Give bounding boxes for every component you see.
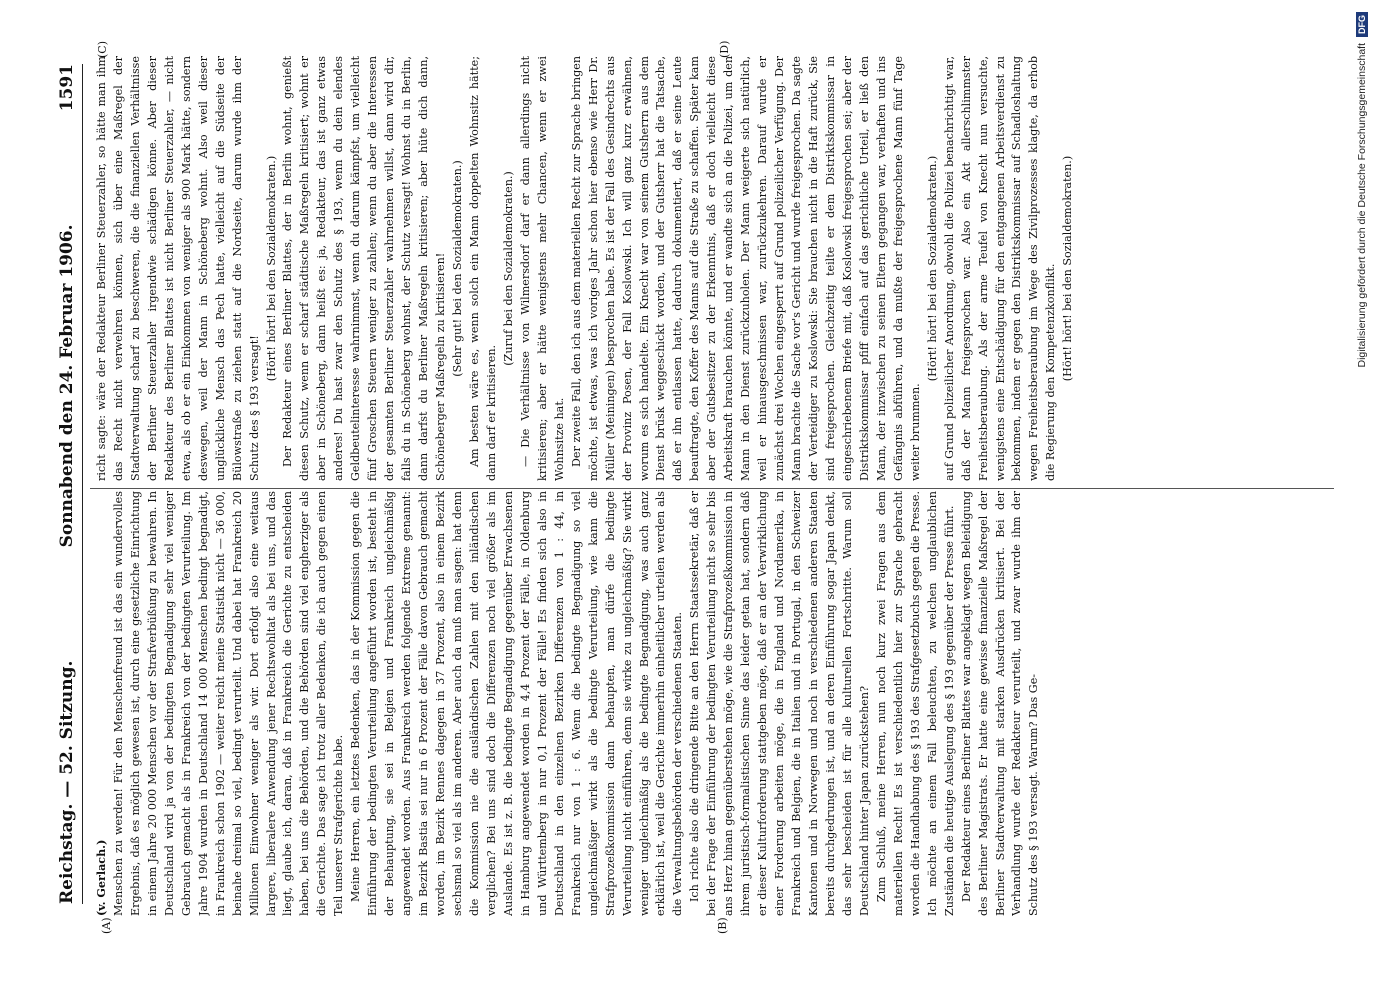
interjection: (Zuruf bei den Sozialdemokraten.)	[501, 171, 515, 366]
left-column	[94, 491, 1334, 916]
paragraph: Menschen zu werden! Für den Menschenfreund ist das ein wundervolles Ergebnis, daß es möglich gewesen ist, durch eine gesetzliche Einrichtung in einem Jahre 20 000 Menschen vor der Strafverbüßung zu bewahren. In Deutschland wird ja von der bedingten Begnadigung sehr viel weniger Gebrauch gemacht als in Frankreich von der bedingten Verurteilung. Im Jahre 1904 wurden in Deutschland 14 000 Menschen bedingt begnadigt, in Frankreich schon 1902 — weiter reicht meine Statistik nicht — 36 000, beinahe dreimal so viel, bedingt verurteilt. Und dabei hat Frankreich 20 Millionen Einwohner weniger als wir. Dort erfolgt also eine weitaus largere, liberalere Anwendung jener Rechtswohltat als bei uns, und das liegt, glaube ich, daran, daß in Frankreich die Gerichte zu entscheiden haben, bei uns die Behörden, und die Behörden sind viel engherziger als die Gerichte. Das sage ich trotz aller Bedenken, die ich auch gegen einen Teil unserer Strafgerichte habe.	[111, 491, 346, 916]
interjection: (Hört! hört! bei den Sozialdemokraten.)	[264, 155, 278, 382]
margin-marker-c: (C)	[96, 41, 109, 58]
paragraph: Der Redakteur eines Berliner Blattes war angeklagt wegen Beleidigung des Berliner Magistrats. Er hatte eine gewisse finanzielle Maßregel der Berliner Stadtverwaltung mit starken Ausdrücken kritisiert. Bei der Verhandlung wurde der Redakteur verurteilt, und zwar wurde ihm der Schutz des § 193 versagt. Warum? Das Ge-	[959, 491, 1041, 916]
column-divider	[90, 488, 1334, 489]
interjection: (Hört! hört! bei den Sozialdemokraten.)	[925, 155, 939, 382]
interjection: (Sehr gut! bei den Sozialdemokraten.)	[451, 160, 465, 377]
digitization-credit	[1350, 12, 1374, 988]
margin-marker-d: (D)	[718, 40, 731, 58]
paragraph: richt sagte: wäre der Redakteur Berliner Steuerzahler, so hätte man ihm das Recht nicht verwehren können, sich über eine Maßregel der Stadtverwaltung scharf zu beschweren, die die finanziellen Verhältnisse der Berliner Steuerzahler irgendwie schädigen könne. Aber dieser Redakteur des Berliner Blattes ist nicht Berliner Steuerzahler, — nicht etwa, als ob er ein Einkommen von weniger als 900 Mark hätte, sondern deswegen, weil der Mann in Schöneberg wohnt. Also weil dieser unglückliche Mensch das Pech hatte, vielleicht auf die Südseite der Bülowstraße zu ziehen statt auf die Nordseite, darum wurde ihm der Schutz des § 193 versagt!	[95, 56, 261, 481]
speaker-label: (v. Gerlach.)	[95, 839, 108, 916]
paragraph: Ich richte also die dringende Bitte an den Herrn Staatssekretär, daß er bei der Frage der Einführung der bedingten Verurteilung nicht so sehr bis ans Herz hinan gegenüberstehen möge, wie die Strafprozeßkommission in ihrem juristisch-formalistischen Sinne das leider getan hat, sondern daß er dieser Kulturforderung stattgeben möge, daß er an der Verwirklichung einer Forderung arbeiten möge, die in England und Nordamerika, in Frankreich und Belgien, die in Italien und in Portugal, in den Schweizer Kantonen und in Norwegen und noch in verschiedenen anderen Staaten bereits durchgedrungen ist, und an deren Einführung sogar Japan denkt, das sehr bescheiden ist für alle kulturellen Fortschritte. Warum soll Deutschland hinter Japan zurückstehen?	[688, 491, 871, 916]
header-date: Sonnabend den 24. Februar 1906.	[57, 224, 77, 548]
page-header	[52, 64, 83, 904]
paragraph: Meine Herren, ein letztes Bedenken, das in der Kommission gegen die Einführung der bedingten Verurteilung angeführt worden ist, besteht in der Behauptung, sie sei in Belgien und Frankreich ungleichmäßig angewendet worden. Aus Frankreich werden folgende Extreme genannt: im Bezirk Bastia sei nur in 6 Prozent der Fälle davon Gebrauch gemacht worden, im Bezirk Rennes dagegen in 37 Prozent, also in einem Bezirk sechsmal so viel als im anderen. Aber auch da muß man sagen: hat denn die Kommission nie die ausländischen Zahlen mit den inländischen verglichen? Bei uns sind doch die Differenzen noch viel größer als im Auslande. Es ist z. B. die bedingte Begnadigung gegenüber Erwachsenen in Hamburg angewendet worden in 4,4 Prozent der Fälle, in Oldenburg und Württemberg in nur 0,1 Prozent der Fälle! Es finden sich also in Deutschland in den einzelnen Bezirken Differenzen von 1 : 44, in Frankreich nur von 1 : 6. Wenn die bedingte Begnadigung so viel ungleichmäßiger wirkt als die bedingte Verurteilung, wie kann die Strafprozeßkommission dann behaupten, man dürfe die bedingte Verurteilung nicht einführen, denn sie wirke zu ungleichmäßig? Sie wirkt weniger ungleichmäßig als die bedingte Begnadigung, was auch ganz erklärlich ist, weil die Gerichte immerhin einheitlicher urteilen werden als die Verwaltungsbehörden der verschiedenen Staaten.	[349, 491, 685, 916]
margin-marker-b: (B)	[716, 917, 729, 934]
paragraph: Der zweite Fall, den ich aus dem materiellen Recht zur Sprache bringen möchte, ist etwas, was ich voriges Jahr schon hier ebenso wie Herr Dr. Müller (Meiningen) besprochen habe. Es ist der Fall des Gesindrechts aus der Provinz Posen, der Fall Koslowski. Ich will ganz kurz erwähnen, worum es sich handelte. Ein Knecht war von seinem Gutsherrn aus dem Dienst brüsk weggeschickt worden, und der Gutsherr hat die Tatsache, daß er ihn entlassen hatte, dadurch dokumentiert, daß er seine Leute beauftragte, den Koffer des Manns auf die Straße zu schaffen. Später kam aber der Gutsbesitzer zu der Erkenntnis, daß er doch vielleicht diese Arbeitskraft brauchen könnte, und er wandte sich an die Polizei, um den Mann in den Dienst zurückzuholen. Der Mann weigerte sich natürlich, weil er hinausgeschmissen war, zurückzukehren. Darauf wurde er zunächst drei Wochen eingesperrt auf Grund polizeilicher Verfügung. Der Mann brachte die Sache vor's Gericht und wurde freigesprochen. Da sagte der Verteidiger zu Koslowski: Sie brauchen nicht in die Haft zurück, Sie sind freigesprochen. Gleichzeitig teilte er dem Distriktskommissar in eingeschriebenem Briefe mit, daß Koslowski freigesprochen sei; aber der Distriktskommissar pfiff einfach auf das gerichtliche Urteil, er ließ den Mann, der inzwischen zu seinen Eltern gegangen war, verhaften und ins Gefängnis abführen, und da mußte der freigesprochene Mann fünf Tage weiter brummen.	[569, 56, 922, 481]
paragraph: Der Redakteur eines Berliner Blattes, der in Berlin wohnt, genießt diesen Schutz, wenn er scharf städtische Maßregeln kritisiert; wohnt er aber in Schöneberg, dann heißt es: ja, Redakteur, das ist ganz etwas anderes! Du hast zwar den Schutz des § 193, wenn du dein elendes Geldbeutelinteresse wahrnimmst, wenn du darum kämpfst, um vielleicht fünf Groschen Steuern weniger zu zahlen; wenn du aber die Interessen der gesamten Berliner Steuerzahler wahrnehmen willst, dann wird dir, falls du in Schöneberg wohnst, der Schutz versagt! Wohnst du in Berlin, dann darfst du Berliner Maßregeln kritisieren; aber hüte dich dann, Schöneberger Maßregeln zu kritisieren!	[281, 56, 448, 481]
paragraph: Zum Schluß, meine Herren, nun noch kurz zwei Fragen aus dem materiellen Recht! Es ist verschiedentlich hier zur Sprache gebracht worden die Handhabung des § 193 des Strafgesetzbuchs gegen die Presse. Ich möchte an einem Fall beleuchten, zu welchen unglaublichen Zuständen die heutige Auslegung des § 193 gegenüber der Presse führt.	[874, 491, 956, 916]
paragraph: Am besten wäre es, wenn solch ein Mann doppelten Wohnsitz hätte; dann darf er kritisieren.	[467, 56, 498, 481]
credit-text: Digitalisierung gefördert durch die Deutsche Forschungsgemeinschaft	[1356, 43, 1368, 368]
page-number: 1591	[57, 64, 77, 112]
paragraph: — Die Verhältnisse von Wilmersdorf darf er dann allerdings nicht kritisieren; aber er hätte wenigstens mehr Chancen, wenn er zwei Wohnsitze hat.	[518, 56, 566, 481]
margin-marker-a: (A)	[100, 917, 113, 934]
interjection: (Hört! hört! bei den Sozialdemokraten.)	[1061, 155, 1075, 382]
header-session: Reichstag. — 52. Sitzung.	[57, 660, 77, 904]
right-column	[94, 56, 1334, 481]
paragraph: auf Grund polizeilicher Anordnung, obwohl die Polizei benachrichtigt war, daß der Mann freigesprochen war. Also ein Akt allerschlimmster Freiheitsberaubung. Als der arme Teufel von Knecht nun versuchte, wenigstens eine Entschädigung für den entgangenen Arbeitsverdienst zu bekommen, indem er gegen den Distriktskommissar auf Schadloshaltung wegen Freiheitsberaubung im Wege des Zivilprozesses klagte, da erhob die Regierung den Kompetenzkonflikt.	[942, 56, 1058, 481]
dfg-logo: DFG	[1356, 12, 1368, 37]
